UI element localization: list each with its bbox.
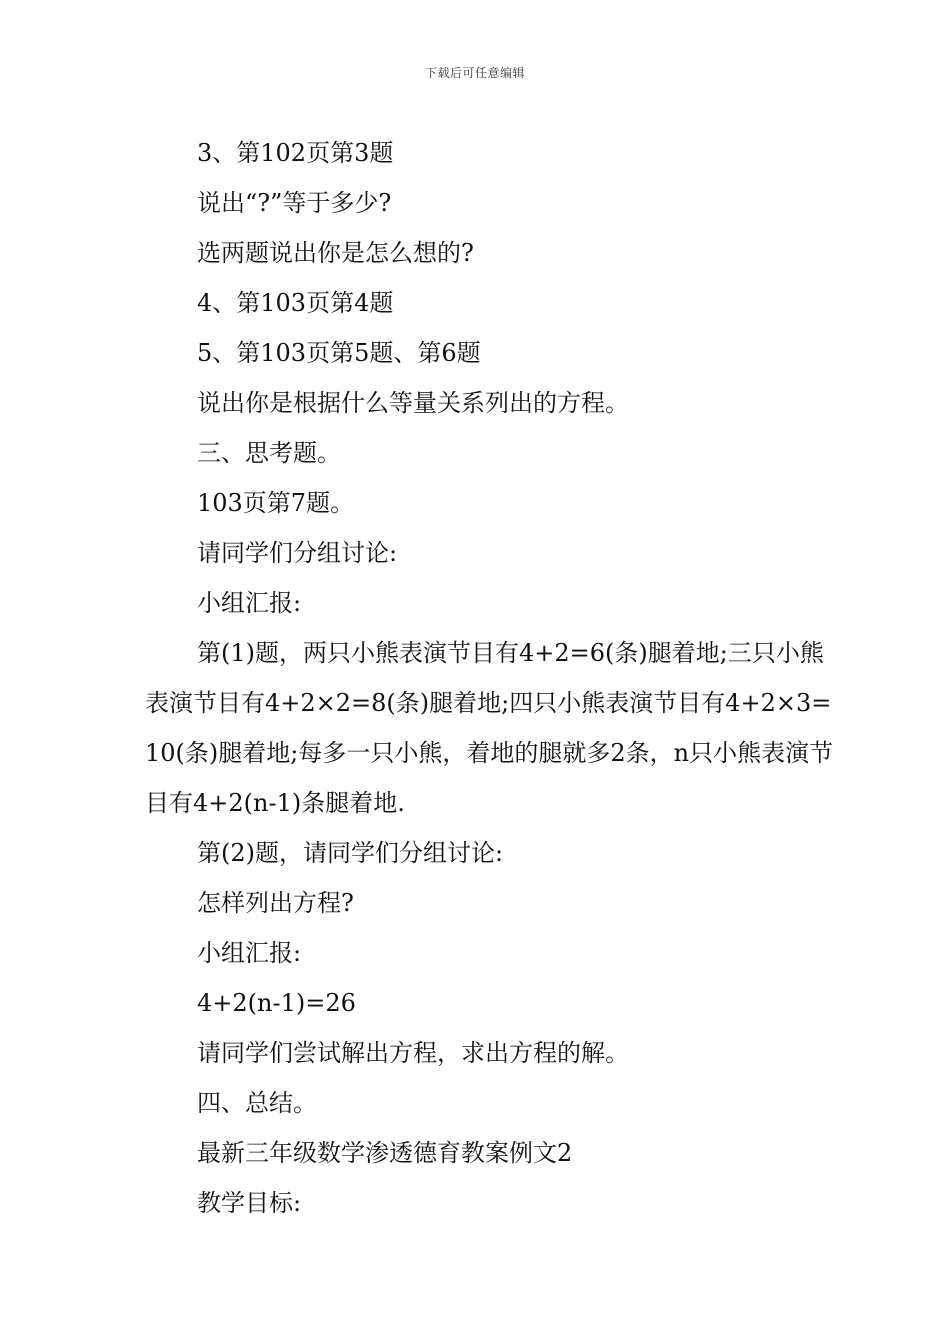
section-heading: 三、思考题。 — [197, 439, 341, 467]
equation: 4+2(n-1)=26 — [197, 989, 356, 1017]
paragraph: 说出你是根据什么等量关系列出的方程。 — [197, 389, 629, 417]
paragraph: 第(2)题，请同学们分组讨论: — [197, 839, 504, 867]
paragraph: 选两题说出你是怎么想的? — [197, 239, 474, 267]
paragraph: 教学目标: — [197, 1189, 302, 1217]
paragraph: 4、第103页第4题 — [197, 289, 394, 317]
paragraph: 请同学们分组讨论: — [197, 539, 398, 567]
paragraph: 小组汇报: — [197, 589, 302, 617]
paragraph: 103页第7题。 — [197, 489, 355, 517]
document-body — [145, 128, 835, 1228]
section-heading: 四、总结。 — [197, 1089, 317, 1117]
paragraph: 3、第102页第3题 — [197, 139, 394, 167]
paragraph: 小组汇报: — [197, 939, 302, 967]
paragraph: 第(1)题，两只小熊表演节目有4+2=6(条)腿着地;三只小熊表演节目有4+2×2=8(条)腿着地;四只小熊表演节目有4+2×3=10(条)腿着地;每多一只小熊，着地的腿就多2条，n只小熊表演节目有4+2(n-1)条腿着地. — [145, 639, 834, 817]
page-header-note: 下载后可任意编辑 — [424, 66, 525, 80]
paragraph: 请同学们尝试解出方程，求出方程的解。 — [197, 1039, 629, 1067]
paragraph: 怎样列出方程? — [197, 889, 354, 917]
paragraph: 5、第103页第5题、第6题 — [197, 339, 481, 367]
paragraph: 说出“?”等于多少? — [197, 189, 392, 217]
document-title: 最新三年级数学渗透德育教案例文2 — [197, 1139, 573, 1167]
